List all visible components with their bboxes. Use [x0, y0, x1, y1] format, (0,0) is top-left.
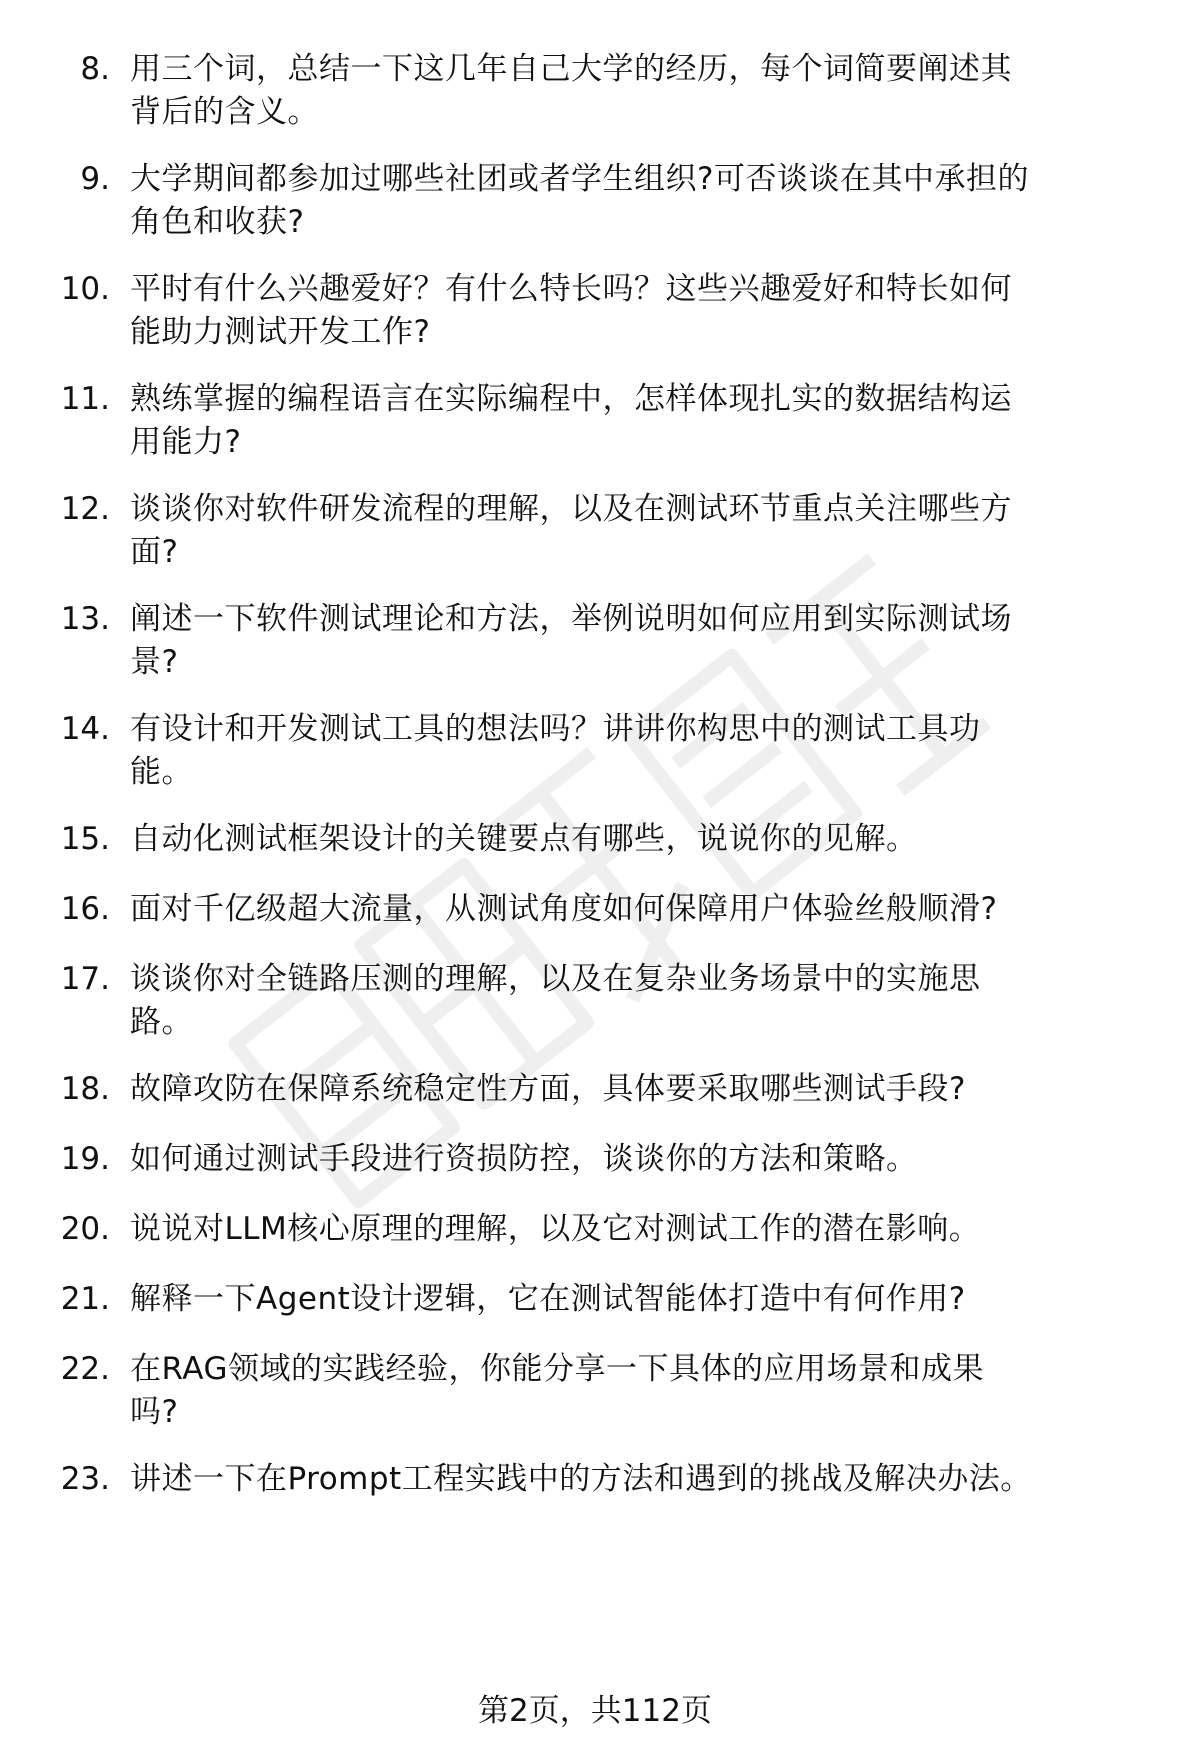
question-text [130, 488, 1170, 574]
question-line: 背后的含义。 [130, 94, 319, 130]
question-line: 解释一下Agent设计逻辑，它在测试智能体打造中有何作用? [130, 1281, 966, 1317]
question-text [130, 48, 1170, 134]
question-text [130, 1348, 1170, 1434]
question-number: 12. [60, 491, 110, 527]
question-line: 在RAG领域的实践经验，你能分享一下具体的应用场景和成果 [130, 1351, 984, 1387]
question-text [130, 1208, 1170, 1251]
question-line: 故障攻防在保障系统稳定性方面，具体要采取哪些测试手段? [130, 1071, 966, 1107]
question-line: 大学期间都参加过哪些社团或者学生组织?可否谈谈在其中承担的 [130, 161, 1029, 197]
question-line: 面? [130, 534, 179, 570]
question-number: 11. [60, 381, 110, 417]
question-text [130, 158, 1170, 244]
question-number: 23. [60, 1461, 110, 1497]
question-line: 用能力? [130, 424, 242, 460]
question-text [130, 958, 1170, 1044]
question-text [130, 1068, 1170, 1111]
question-text [130, 708, 1170, 794]
question-text [130, 378, 1170, 464]
question-line: 景? [130, 644, 179, 680]
question-number: 10. [60, 271, 110, 307]
question-number: 15. [60, 821, 110, 857]
question-line: 平时有什么兴趣爱好？有什么特长吗？这些兴趣爱好和特长如何 [130, 271, 1012, 307]
question-line: 面对千亿级超大流量，从测试角度如何保障用户体验丝般顺滑? [130, 891, 998, 927]
page-footer: 第2页，共112页 [478, 1693, 712, 1729]
question-number: 21. [60, 1281, 110, 1317]
question-number: 9. [80, 161, 110, 197]
question-line: 角色和收获? [130, 204, 305, 240]
question-line: 用三个词，总结一下这几年自己大学的经历，每个词简要阐述其 [130, 51, 1012, 87]
question-number: 20. [60, 1211, 110, 1247]
question-text [130, 1458, 1170, 1501]
question-line: 吗? [130, 1394, 179, 1430]
question-line: 讲述一下在Prompt工程实践中的方法和遇到的挑战及解决办法。 [130, 1461, 1032, 1497]
question-line: 谈谈你对全链路压测的理解，以及在复杂业务场景中的实施思 [130, 961, 981, 997]
question-line: 阐述一下软件测试理论和方法，举例说明如何应用到实际测试场 [130, 601, 1012, 637]
question-text [130, 888, 1170, 931]
question-number: 18. [60, 1071, 110, 1107]
question-text [130, 1138, 1170, 1181]
question-line: 自动化测试框架设计的关键要点有哪些，说说你的见解。 [130, 821, 918, 857]
question-line: 路。 [130, 1004, 193, 1040]
question-text [130, 268, 1170, 354]
question-text [130, 1278, 1170, 1321]
question-number: 8. [80, 51, 110, 87]
question-number: 22. [60, 1351, 110, 1387]
question-line: 说说对LLM核心原理的理解，以及它对测试工作的潜在影响。 [130, 1211, 981, 1247]
question-line: 有设计和开发测试工具的想法吗？讲讲你构思中的测试工具功 [130, 711, 981, 747]
question-number: 17. [60, 961, 110, 997]
question-line: 谈谈你对软件研发流程的理解，以及在测试环节重点关注哪些方 [130, 491, 1012, 527]
question-number: 13. [60, 601, 110, 637]
question-line: 如何通过测试手段进行资损防控，谈谈你的方法和策略。 [130, 1141, 918, 1177]
question-line: 能助力测试开发工作? [130, 314, 431, 350]
question-number: 14. [60, 711, 110, 747]
question-line: 熟练掌握的编程语言在实际编程中，怎样体现扎实的数据结构运 [130, 381, 1012, 417]
question-number: 16. [60, 891, 110, 927]
question-text [130, 818, 1170, 861]
question-line: 能。 [130, 754, 193, 790]
question-text [130, 598, 1170, 684]
question-number: 19. [60, 1141, 110, 1177]
